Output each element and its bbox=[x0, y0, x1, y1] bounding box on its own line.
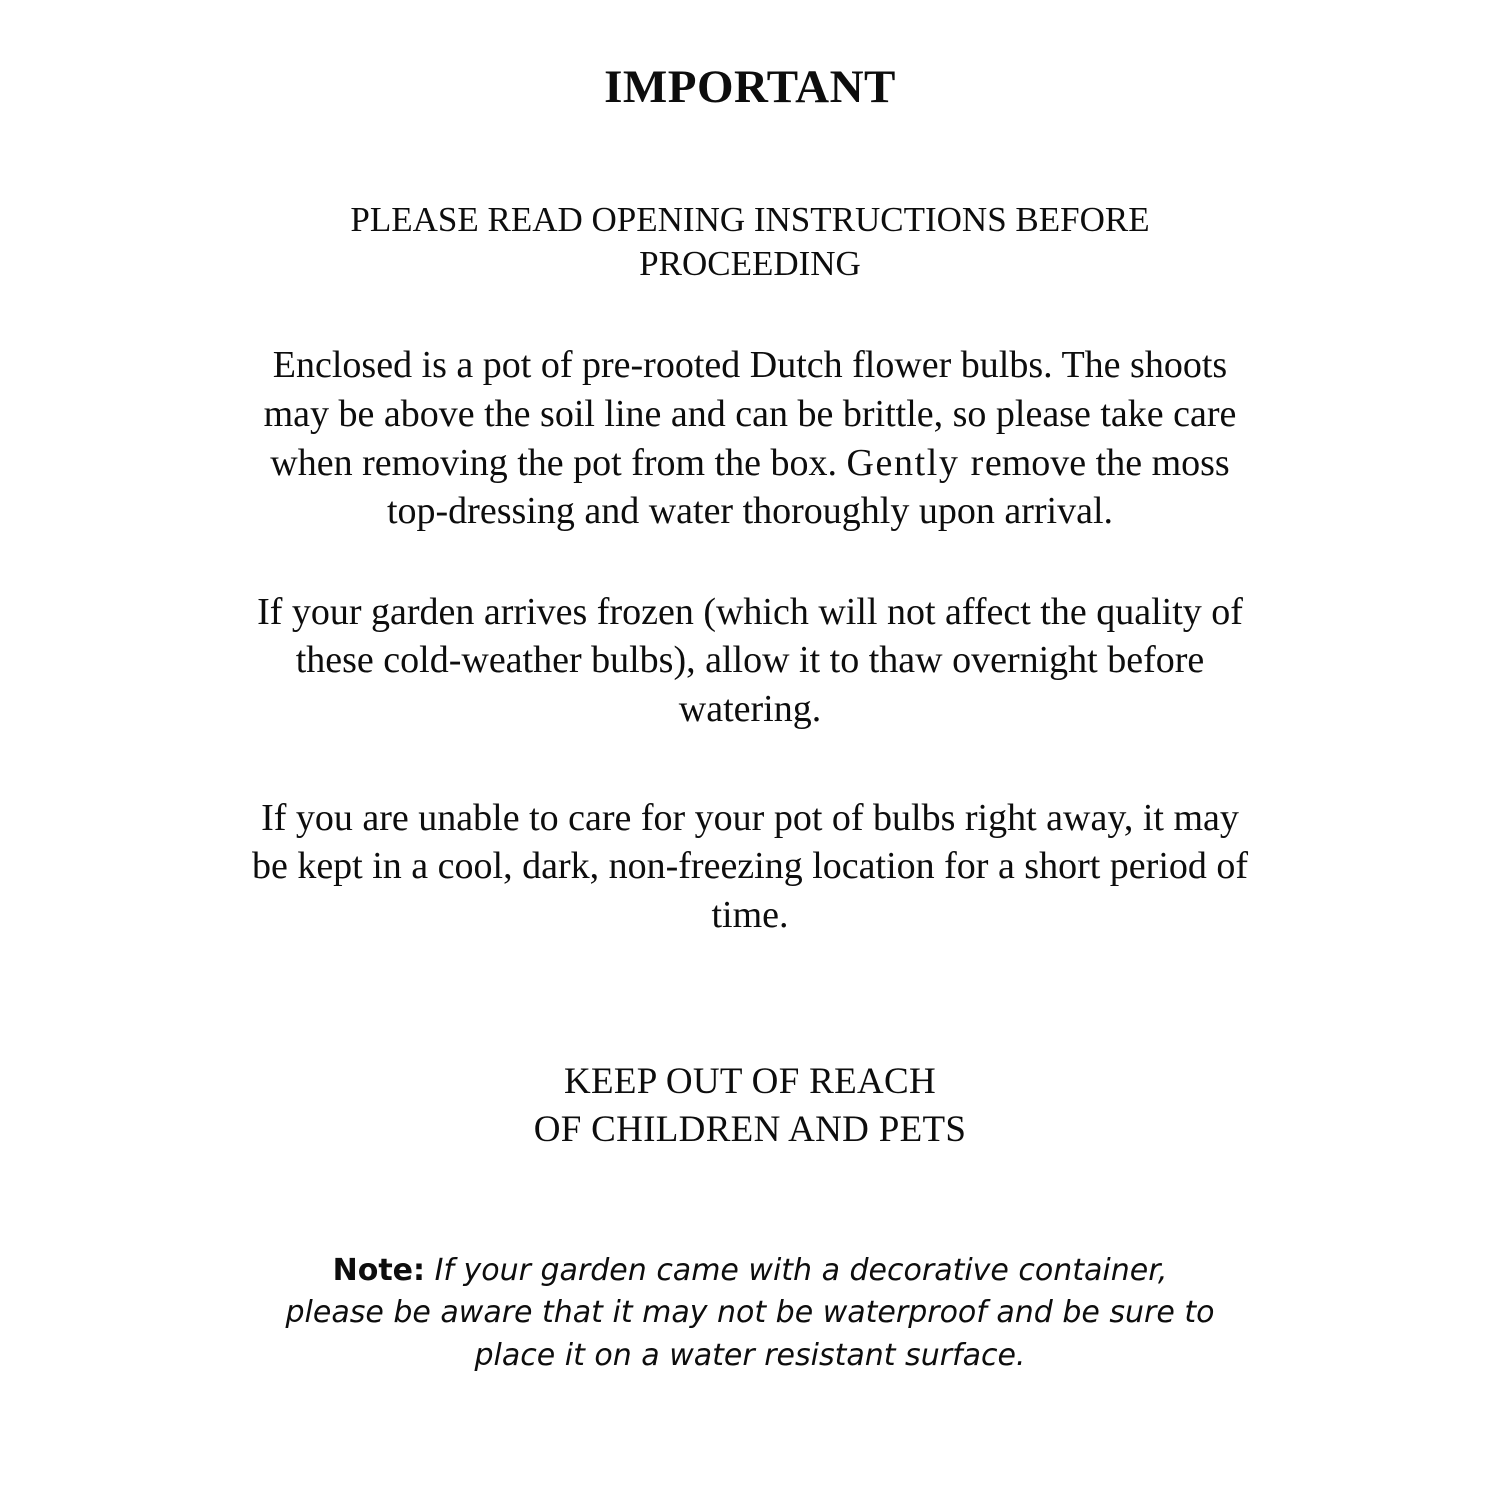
safety-warning-line-1: KEEP OUT OF REACH bbox=[563, 1060, 937, 1102]
instructions-paragraph-1-spaced: Gently r bbox=[846, 441, 985, 484]
instructions-paragraph-1 bbox=[240, 341, 1260, 536]
safety-warning-line-2: OF CHILDREN AND PETS bbox=[533, 1108, 967, 1150]
instructions-paragraph-1-part-2: emove the moss top-dressing and water thoroughly upon arrival. bbox=[386, 441, 1230, 533]
subheading: PLEASE READ OPENING INSTRUCTIONS BEFORE PROCEEDING bbox=[350, 199, 1150, 284]
instructions-paragraph-3: If you are unable to care for your pot of bulbs right away, it may be kept in a cool, dark, non-freezing location for a short period of time. bbox=[251, 796, 1249, 936]
instructions-paragraph-1-part-1: Enclosed is a pot of pre-rooted Dutch flower bulbs. The shoots may be above the soil line and can be brittle, so please take care when removing the pot from the box. bbox=[263, 344, 1237, 484]
safety-warning bbox=[240, 1058, 1260, 1154]
instructions-paragraph-2: If your garden arrives frozen (which will not affect the quality of these cold-weather bulbs), allow it to thaw overnight before watering. bbox=[257, 590, 1243, 731]
page-title: IMPORTANT bbox=[604, 61, 896, 113]
note-block bbox=[240, 1250, 1260, 1378]
note-text: If your garden came with a decorative container, please be aware that it may not be waterproof and be sure to place it on a water resistant surface. bbox=[285, 1252, 1215, 1373]
note-label: Note: bbox=[332, 1252, 426, 1288]
